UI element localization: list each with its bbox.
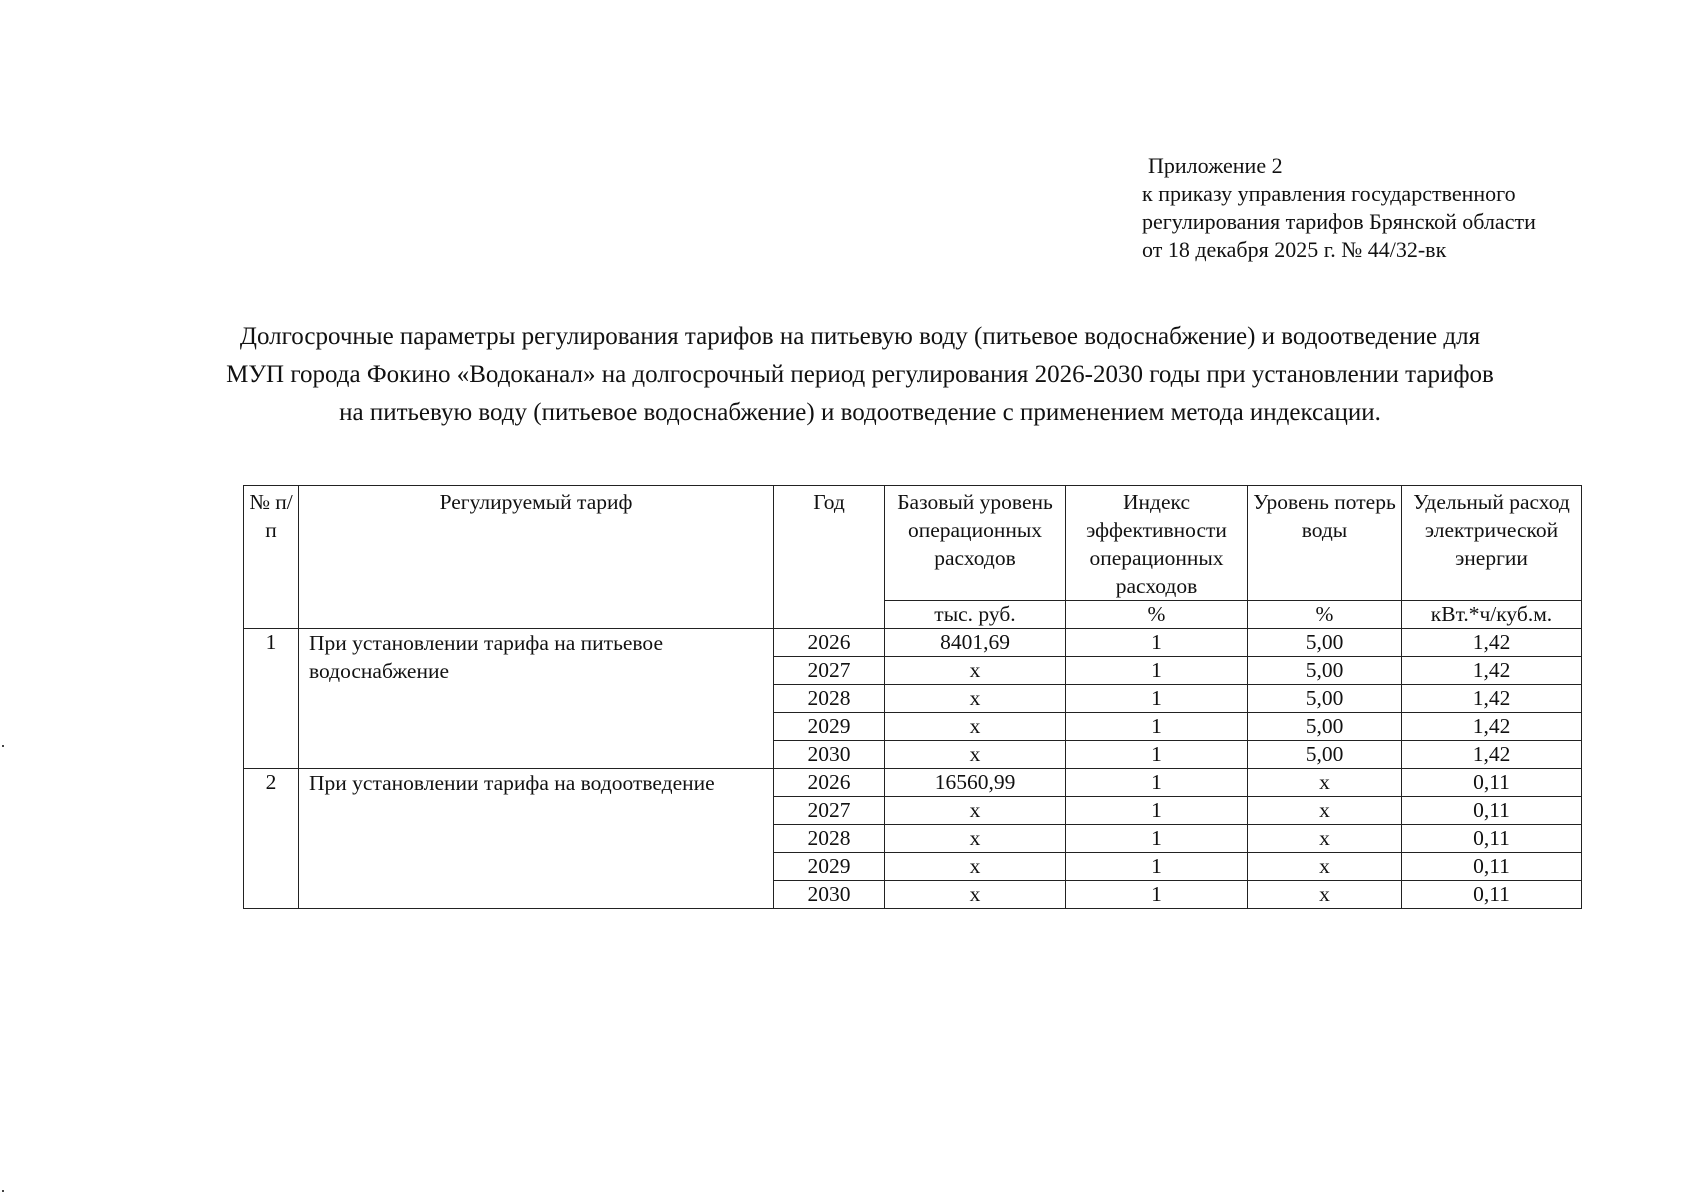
base-opex-cell: x — [885, 881, 1066, 909]
efficiency-index-cell: 1 — [1066, 741, 1248, 769]
year-cell: 2030 — [774, 881, 885, 909]
table-row — [244, 769, 1582, 797]
efficiency-index-cell: 1 — [1066, 853, 1248, 881]
energy-consumption-cell: 0,11 — [1402, 881, 1582, 909]
water-losses-cell: 5,00 — [1248, 657, 1402, 685]
scan-mark — [2, 745, 4, 747]
water-losses-cell: x — [1248, 853, 1402, 881]
efficiency-index-cell: 1 — [1066, 881, 1248, 909]
energy-consumption-cell: 1,42 — [1402, 629, 1582, 657]
header-tariff: Регулируемый тариф — [299, 486, 774, 629]
energy-consumption-cell: 0,11 — [1402, 797, 1582, 825]
water-losses-cell: x — [1248, 825, 1402, 853]
efficiency-index-cell: 1 — [1066, 769, 1248, 797]
efficiency-index-cell: 1 — [1066, 629, 1248, 657]
base-opex-cell: x — [885, 825, 1066, 853]
efficiency-index-cell: 1 — [1066, 713, 1248, 741]
year-cell: 2027 — [774, 657, 885, 685]
base-opex-cell: x — [885, 741, 1066, 769]
year-cell: 2030 — [774, 741, 885, 769]
base-opex-cell: x — [885, 853, 1066, 881]
header-base-opex: Базовый уровень операционных расходов — [885, 486, 1066, 601]
base-opex-cell: x — [885, 713, 1066, 741]
year-cell: 2028 — [774, 825, 885, 853]
header-water-losses: Уровень потерь воды — [1248, 486, 1402, 601]
title-line-3: на питьевую воду (питьевое водоснабжение) и водоотведение с применением метода индексации. — [339, 399, 1381, 426]
base-opex-cell: x — [885, 657, 1066, 685]
unit-energy-consumption: кВт.*ч/куб.м. — [1402, 601, 1582, 629]
table-row — [244, 629, 1582, 657]
header-num: № п/п — [244, 486, 299, 629]
water-losses-cell: 5,00 — [1248, 741, 1402, 769]
efficiency-index-cell: 1 — [1066, 657, 1248, 685]
year-cell: 2026 — [774, 629, 885, 657]
unit-efficiency-index: % — [1066, 601, 1248, 629]
table-header-row — [244, 486, 1582, 601]
title-line-1: Долгосрочные параметры регулирования тарифов на питьевую воду (питьевое водоснабжение) и водоотведение для — [239, 323, 1481, 350]
year-cell: 2029 — [774, 713, 885, 741]
energy-consumption-cell: 1,42 — [1402, 685, 1582, 713]
efficiency-index-cell: 1 — [1066, 685, 1248, 713]
energy-consumption-cell: 0,11 — [1402, 825, 1582, 853]
water-losses-cell: 5,00 — [1248, 713, 1402, 741]
header-year: Год — [774, 486, 885, 629]
energy-consumption-cell: 1,42 — [1402, 657, 1582, 685]
header-energy-consumption: Удельный расход электрической энергии — [1402, 486, 1582, 601]
water-losses-cell: 5,00 — [1248, 629, 1402, 657]
energy-consumption-cell: 0,11 — [1402, 769, 1582, 797]
appendix-authority: регулирования тарифов Брянской области — [1142, 209, 1536, 234]
unit-water-losses: % — [1248, 601, 1402, 629]
unit-base-opex: тыс. руб. — [885, 601, 1066, 629]
efficiency-index-cell: 1 — [1066, 825, 1248, 853]
energy-consumption-cell: 0,11 — [1402, 853, 1582, 881]
appendix-block — [1142, 152, 1536, 264]
base-opex-cell: 16560,99 — [885, 769, 1066, 797]
base-opex-cell: x — [885, 685, 1066, 713]
water-losses-cell: x — [1248, 881, 1402, 909]
row-number: 1 — [244, 629, 299, 769]
water-losses-cell: x — [1248, 769, 1402, 797]
year-cell: 2027 — [774, 797, 885, 825]
row-number: 2 — [244, 769, 299, 909]
appendix-date: от 18 декабря 2025 г. № 44/32-вк — [1142, 237, 1447, 262]
base-opex-cell: 8401,69 — [885, 629, 1066, 657]
title-line-2: МУП города Фокино «Водоканал» на долгосрочный период регулирования 2026-2030 годы при установлении тарифов — [226, 361, 1494, 388]
tariff-name: При установлении тарифа на питьевое водоснабжение — [299, 629, 774, 769]
tariff-name: При установлении тарифа на водоотведение — [299, 769, 774, 909]
efficiency-index-cell: 1 — [1066, 797, 1248, 825]
base-opex-cell: x — [885, 797, 1066, 825]
header-efficiency-index: Индекс эффективности операционных расходов — [1066, 486, 1248, 601]
document-title — [130, 318, 1590, 432]
appendix-order-ref: к приказу управления государственного — [1142, 181, 1516, 206]
energy-consumption-cell: 1,42 — [1402, 713, 1582, 741]
water-losses-cell: x — [1248, 797, 1402, 825]
energy-consumption-cell: 1,42 — [1402, 741, 1582, 769]
water-losses-cell: 5,00 — [1248, 685, 1402, 713]
scan-mark — [2, 1190, 4, 1192]
year-cell: 2029 — [774, 853, 885, 881]
year-cell: 2028 — [774, 685, 885, 713]
year-cell: 2026 — [774, 769, 885, 797]
tariff-parameters-table — [243, 485, 1582, 909]
appendix-number: Приложение 2 — [1148, 153, 1283, 178]
